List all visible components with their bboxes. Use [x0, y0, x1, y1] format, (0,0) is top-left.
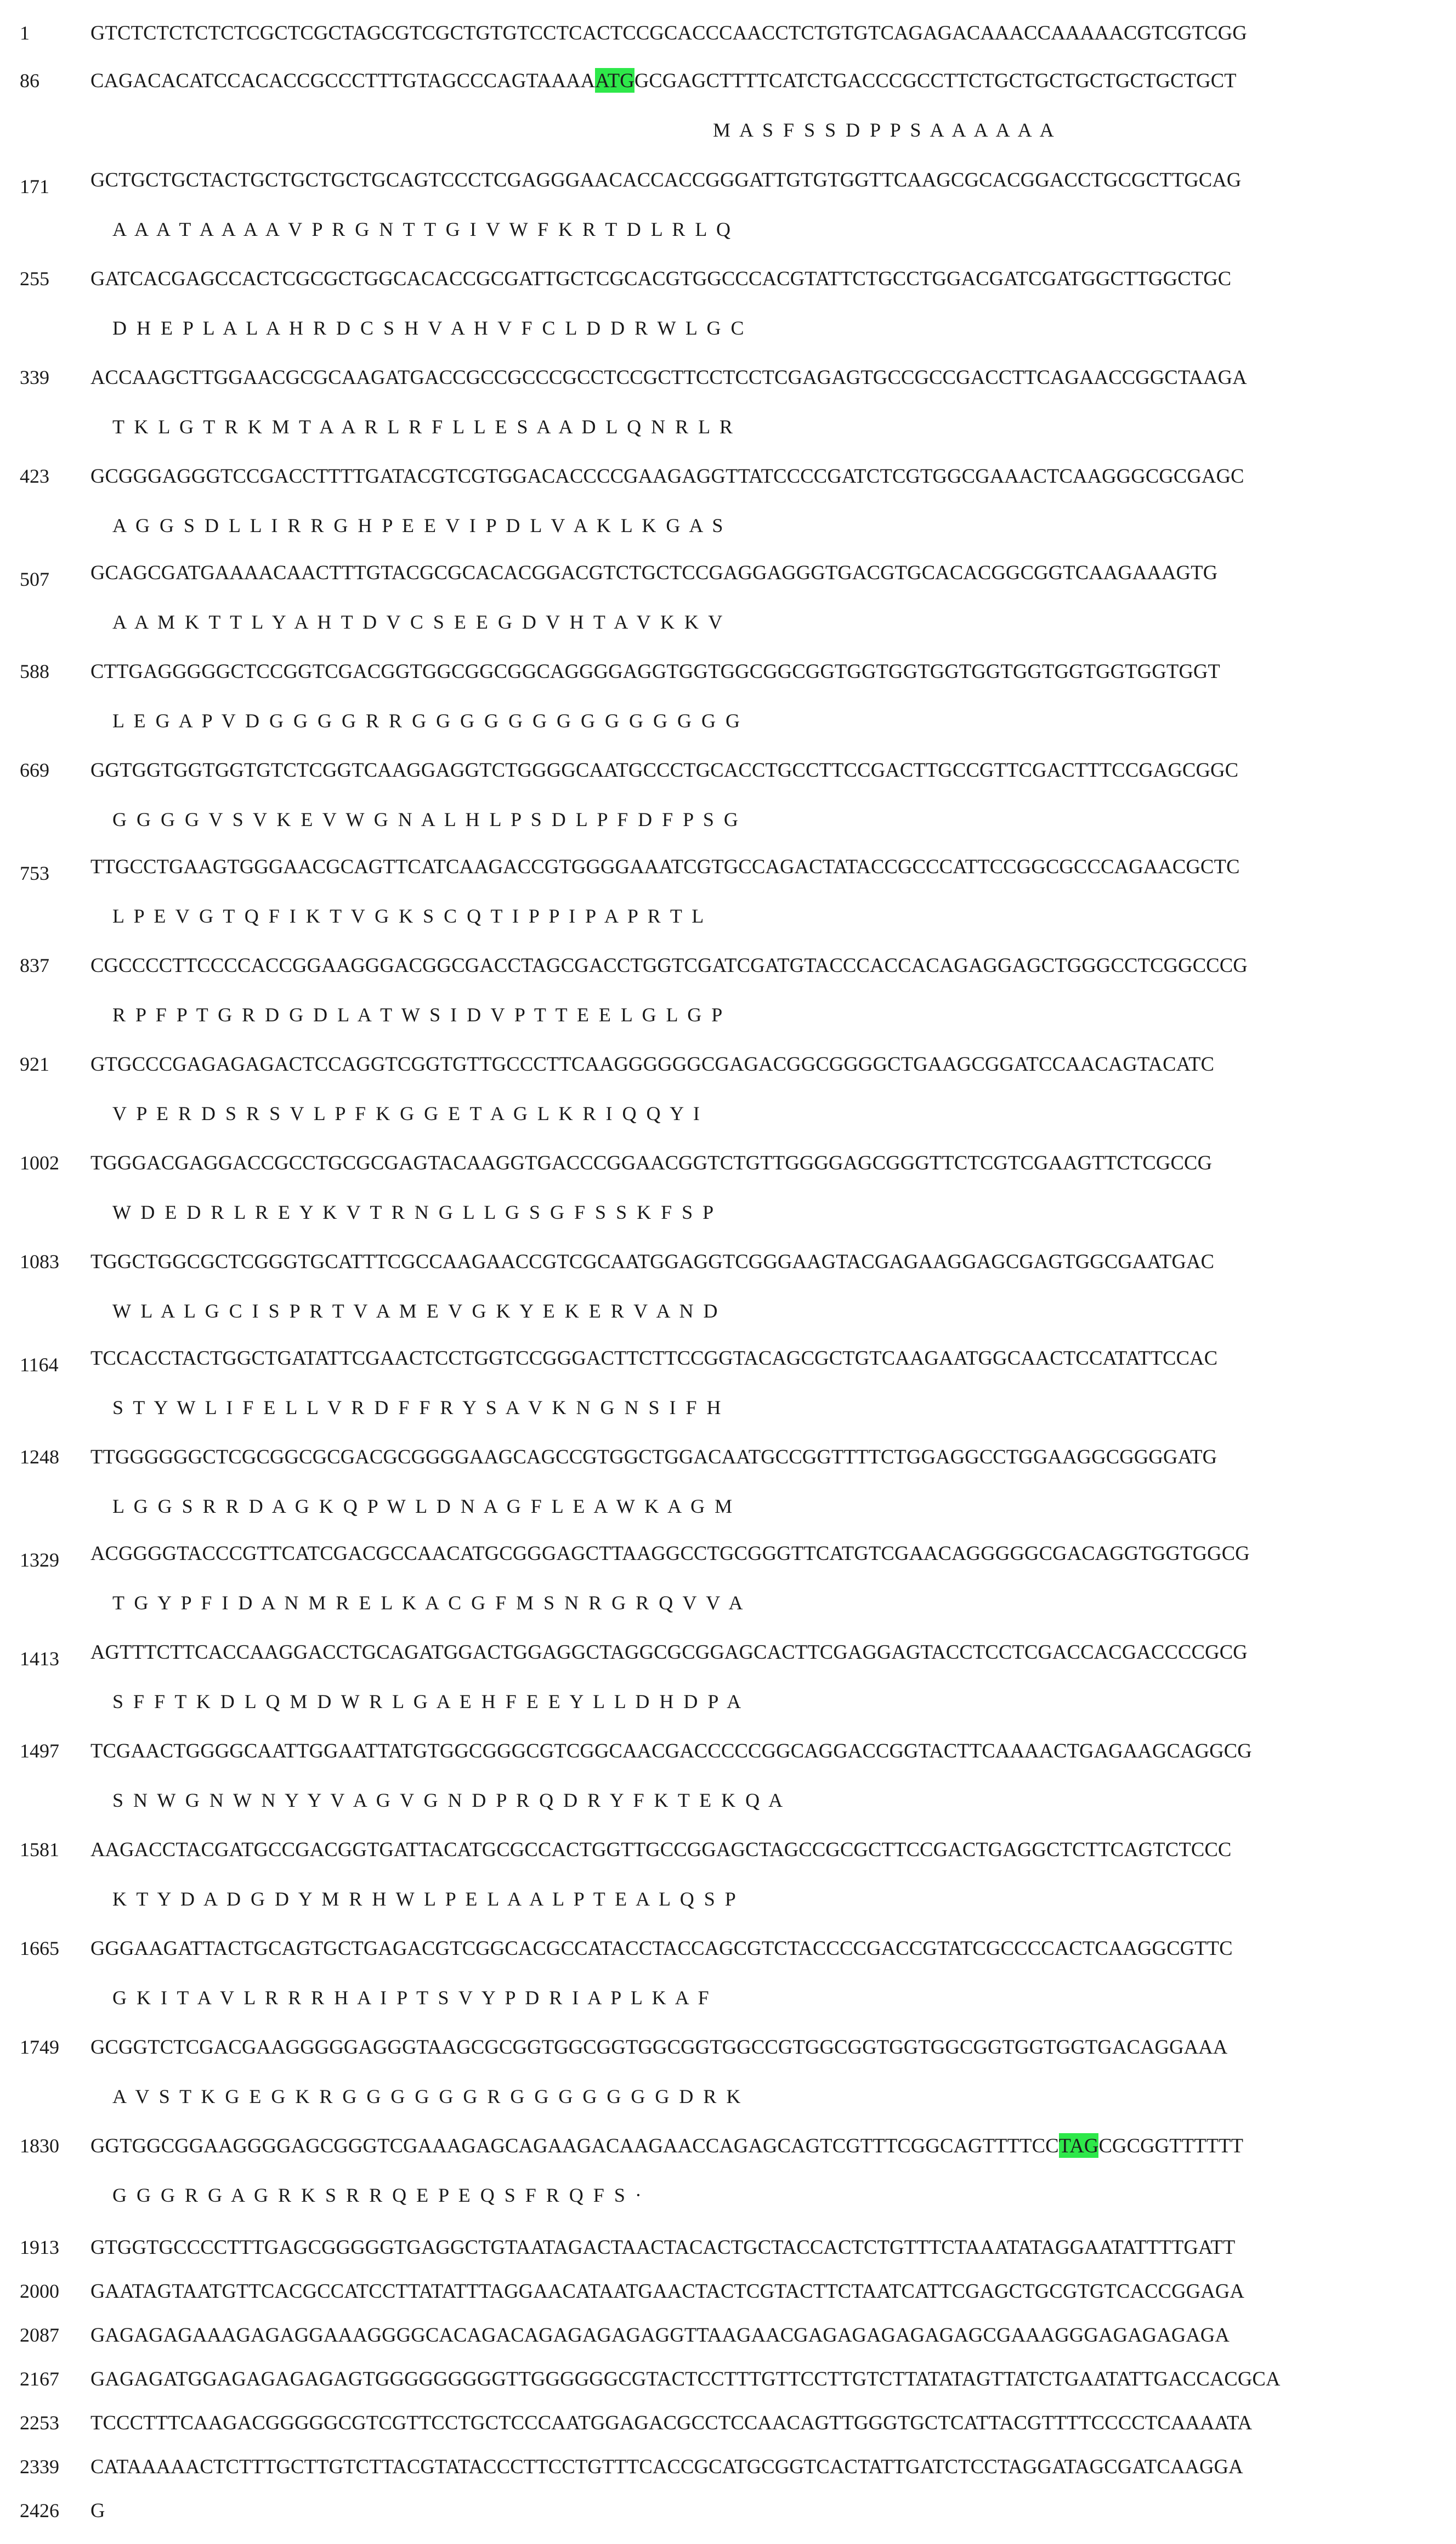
nucleotide-line: GAGAGATGGAGAGAGAGAGTGGGGGGGGGTTGGGGGGCGTACTCCTTTGTTCCTTGTCTTATATAGTTATCTGAATATTGACCACGCA: [90, 2367, 1281, 2390]
amino-acid-line: A V S T K G E G K R G G G G G G R G G G G G G G D R K: [112, 2085, 741, 2107]
position-number: 1: [20, 22, 30, 44]
position-number: 1665: [20, 1937, 59, 1959]
nucleotide-line: GGGAAGATTACTGCAGTGCTGAGACGTCGGCACGCCATACCTACCAGCGTCTACCCCGACCGTATCGCCCCACTCAAGGCGTTC: [90, 1937, 1233, 1959]
position-number: 423: [20, 465, 49, 487]
amino-acid-line: S T Y W L I F E L L V R D F F R Y S A V K N G N S I F H: [112, 1397, 721, 1418]
amino-acid-line: R P F P T G R D G D L A T W S I D V P T T E E L G L G P: [112, 1004, 723, 1026]
nucleotide-line: GTGGTGCCCCTTTGAGCGGGGGTGAGGCTGTAATAGACTAACTACACTGCTACCACTCTGTTTCTAAATATAGGAATATTTTGATT: [90, 2236, 1236, 2258]
amino-acid-line: K T Y D A D G D Y M R H W L P E L A A L P T E A L Q S P: [112, 1888, 736, 1910]
amino-acid-line: L P E V G T Q F I K T V G K S C Q T I P P I P A P R T L: [112, 905, 704, 927]
stop-codon-highlight: TAG: [1058, 2134, 1099, 2157]
nucleotide-line: GCTGCTGCTACTGCTGCTGCTGCAGTCCCTCGAGGGAACACCACCGGGATTGTGTGGTTCAAGCGCACGGACCTGCGCTTGCAG: [90, 168, 1242, 191]
position-number: 1002: [20, 1152, 59, 1174]
position-number: 837: [20, 954, 49, 976]
nucleotide-line: ACGGGGTACCCGTTCATCGACGCCAACATGCGGGAGCTTAAGGCCTGCGGGTTCATGTCGAACAGGGGGCGACAGGTGGTGGCG: [90, 1542, 1250, 1564]
position-number: 1413: [20, 1648, 59, 1670]
amino-acid-line: T G Y P F I D A N M R E L K A C G F M S N R G R Q V V A: [112, 1592, 743, 1614]
nucleotide-line: TTGCCTGAAGTGGGAACGCAGTTCATCAAGACCGTGGGGAAATCGTGCCAGACTATACCGCCCATTCCGGCGCCCAGAACGCTC: [90, 855, 1240, 878]
nucleotide-line: [90, 2134, 1445, 2158]
position-number: 921: [20, 1053, 49, 1075]
position-number: 86: [20, 70, 39, 92]
position-number: 2167: [20, 2368, 59, 2390]
nucleotide-line: CGCCCCTTCCCCACCGGAAGGGACGGCGACCTAGCGACCTGGTCGATCGATGTACCCACCACAGAGGAGCTGGGCCTCGGCCCG: [90, 954, 1248, 976]
nucleotide-line: GTGCCCGAGAGAGACTCCAGGTCGGTGTTGCCCTTCAAGGGGGGCGAGACGGCGGGGCTGAAGCGGATCCAACAGTACATC: [90, 1053, 1215, 1075]
nucleotide-line: GCGGGAGGGTCCGACCTTTTGATACGTCGTGGACACCCCGAAGAGGTTATCCCCGATCTCGTGGCGAAACTCAAGGGCGCGAGC: [90, 465, 1244, 487]
nucleotide-line: TTGGGGGGCTCGCGGCGCGACGCGGGGAAGCAGCCGTGGCTGGACAATGCCGGTTTTCTGGAGGCCTGGAAGGCGGGGATG: [90, 1445, 1217, 1468]
nucleotide-line: AAGACCTACGATGCCGACGGTGATTACATGCGCCACTGGTTGCCGGAGCTAGCCGCGCTTCCGACTGAGGCTCTTCAGTCTCCC: [90, 1838, 1232, 1861]
nucleotide-line: TCCCTTTCAAGACGGGGGCGTCGTTCCTGCTCCCAATGGAGACGCCTCCAACAGTTGGGTGCTCATTACGTTTTCCCCTCAAAATA: [90, 2411, 1253, 2434]
nucleotide-segment: GGTGGCGGAAGGGGAGCGGGTCGAAAGAGCAGAAGACAAGAACCAGAGCAGTCGTTTCGGCAGTTTTCC: [90, 2134, 1059, 2157]
nucleotide-line: AGTTTCTTCACCAAGGACCTGCAGATGGACTGGAGGCTAGGCGCGGAGCACTTCGAGGAGTACCTCCTCGACCACGACCCCGCG: [90, 1641, 1248, 1663]
position-number: 1749: [20, 2036, 59, 2058]
nucleotide-line: GATCACGAGCCACTCGCGCTGGCACACCGCGATTGCTCGCACGTGGCCCACGTATTCTGCCTGGACGATCGATGGCTTGGCTGC: [90, 267, 1232, 290]
position-number: 753: [20, 862, 49, 884]
amino-acid-line: L E G A P V D G G G G R R G G G G G G G G G G G G G G: [112, 710, 740, 732]
position-number: 2000: [20, 2280, 59, 2302]
nucleotide-segment: CAGACACATCCACACCGCCCTTTGTAGCCCAGTAAAA: [90, 69, 596, 92]
position-number: 339: [20, 366, 49, 388]
position-number: 1913: [20, 2236, 59, 2258]
nucleotide-line: [90, 69, 1445, 93]
nucleotide-line: ACCAAGCTTGGAACGCGCAAGATGACCGCCGCCCGCCTCCGCTTCCTCCTCGAGAGTGCCGCCGACCTTCAGAACCGGCTAAGA: [90, 366, 1247, 388]
amino-acid-line: A G G S D L L I R R G H P E E V I P D L V A K L K G A S: [112, 515, 723, 536]
nucleotide-line: TGGCTGGCGCTCGGGTGCATTTCGCCAAGAACCGTCGCAATGGAGGTCGGGAAGTACGAGAAGGAGCGAGTGGCGAATGAC: [90, 1250, 1215, 1273]
position-number: 2426: [20, 2500, 59, 2522]
position-number: 1581: [20, 1839, 59, 1861]
position-number: 2087: [20, 2324, 59, 2346]
position-number: 2339: [20, 2456, 59, 2478]
position-number: 1164: [20, 1354, 59, 1376]
nucleotide-segment: GCGAGCTTTTCATCTGACCCGCCTTCTGCTGCTGCTGCTGCTGCT: [634, 69, 1237, 92]
amino-acid-line: W D E D R L R E Y K V T R N G L L G S G F S S K F S P: [112, 1201, 714, 1223]
position-number: 2253: [20, 2412, 59, 2434]
amino-acid-line: A A A T A A A A V P R G N T T G I V W F K R T D L R L Q: [112, 218, 731, 240]
nucleotide-line: GAATAGTAATGTTCACGCCATCCTTATATTTAGGAACATAATGAACTACTCGTACTTCTAATCATTCGAGCTGCGTGTCACCGGAGA: [90, 2280, 1245, 2302]
position-number: 1083: [20, 1251, 59, 1273]
nucleotide-line: GGTGGTGGTGGTGTCTCGGTCAAGGAGGTCTGGGGCAATGCCCTGCACCTGCCTTCCGACTTGCCGTTCGACTTTCCGAGCGGC: [90, 759, 1239, 781]
nucleotide-line: GCAGCGATGAAAACAACTTTGTACGCGCACACGGACGTCTGCTCCGAGGAGGGTGACGTGCACACGGCGGTCAAGAAAGTG: [90, 561, 1218, 584]
nucleotide-line: GAGAGAGAAAGAGAGGAAAGGGGCACAGACAGAGAGAGAGGTTAAGAACGAGAGAGAGAGAGCGAAAGGGAGAGAGAGA: [90, 2323, 1230, 2346]
nucleotide-segment: CGCGGTTTTTT: [1098, 2134, 1244, 2157]
amino-acid-line: S F F T K D L Q M D W R L G A E H F E E Y L L D H D P A: [112, 1691, 741, 1712]
position-number: 1329: [20, 1549, 59, 1571]
amino-acid-line: V P E R D S R S V L P F K G G E T A G L K R I Q Q Y I: [112, 1103, 700, 1124]
position-number: 588: [20, 660, 49, 682]
amino-acid-line: G G G G V S V K E V W G N A L H L P S D L P F D F P S G: [112, 809, 738, 830]
amino-acid-line: G K I T A V L R R R H A I P T S V Y P D R I A P L K A F: [112, 1987, 709, 2009]
nucleotide-line: CTTGAGGGGGCTCCGGTCGACGGTGGCGGCGGCAGGGGAGGTGGTGGCGGCGGTGGTGGTGGTGGTGGTGGTGGTGGTGGT: [90, 660, 1221, 682]
position-number: 171: [20, 176, 49, 197]
position-number: 1830: [20, 2135, 59, 2157]
nucleotide-line: G: [90, 2499, 105, 2522]
amino-acid-line: T K L G T R K M T A A R L R F L L E S A A D L Q N R L R: [112, 416, 733, 438]
nucleotide-line: TGGGACGAGGACCGCCTGCGCGAGTACAAGGTGACCCGGAACGGTCTGTTGGGGAGCGGGTTCTCGTCGAAGTTCTCGCCG: [90, 1151, 1213, 1174]
amino-acid-line: G G G R G A G R K S R R Q E P E Q S F R Q F S ·: [112, 2184, 642, 2206]
amino-acid-line: M A S F S S D P P S A A A A A A: [713, 119, 1054, 141]
nucleotide-line: GCGGTCTCGACGAAGGGGGAGGGTAAGCGCGGTGGCGGTGGCGGTGGCCGTGGCGGTGGTGGCGGTGGTGGTGACAGGAAA: [90, 2036, 1228, 2058]
position-number: 255: [20, 268, 49, 290]
start-codon-highlight: ATG: [595, 69, 634, 92]
nucleotide-line: CATAAAAACTCTTTGCTTGTCTTACGTATACCCTTCCTGTTTCACCGCATGCGGTCACTATTGATCTCCTAGGATAGCGATCAAGGA: [90, 2455, 1243, 2478]
amino-acid-line: D H E P L A L A H R D C S H V A H V F C L D D R W L G C: [112, 317, 744, 339]
amino-acid-line: A A M K T T L Y A H T D V C S E E G D V H T A V K K V: [112, 611, 723, 633]
position-number: 1248: [20, 1446, 59, 1468]
nucleotide-line: TCGAACTGGGGCAATTGGAATTATGTGGCGGGCGTCGGCAACGACCCCCGGCAGGACCGGTACTTCAAAACTGAGAAGCAGGCG: [90, 1739, 1252, 1762]
position-number: 669: [20, 759, 49, 781]
nucleotide-line: TCCACCTACTGGCTGATATTCGAACTCCTGGTCCGGGACTTCTTCCGGTACAGCGCTGTCAAGAATGGCAACTCCATATTCCAC: [90, 1347, 1218, 1369]
amino-acid-line: L G G S R R D A G K Q P W L D N A G F L E A W K A G M: [112, 1495, 733, 1517]
nucleotide-line: GTCTCTCTCTCTCGCTCGCTAGCGTCGCTGTGTCCTCACTCCGCACCCAACCTCTGTGTCAGAGACAAACCAAAAACGTCGTCGG: [90, 21, 1247, 44]
position-number: 507: [20, 568, 49, 590]
amino-acid-line: S N W G N W N Y Y V A G V G N D P R Q D R Y F K T E K Q A: [112, 1789, 783, 1811]
amino-acid-line: W L A L G C I S P R T V A M E V G K Y E K E R V A N D: [112, 1300, 718, 1322]
position-number: 1497: [20, 1740, 59, 1762]
